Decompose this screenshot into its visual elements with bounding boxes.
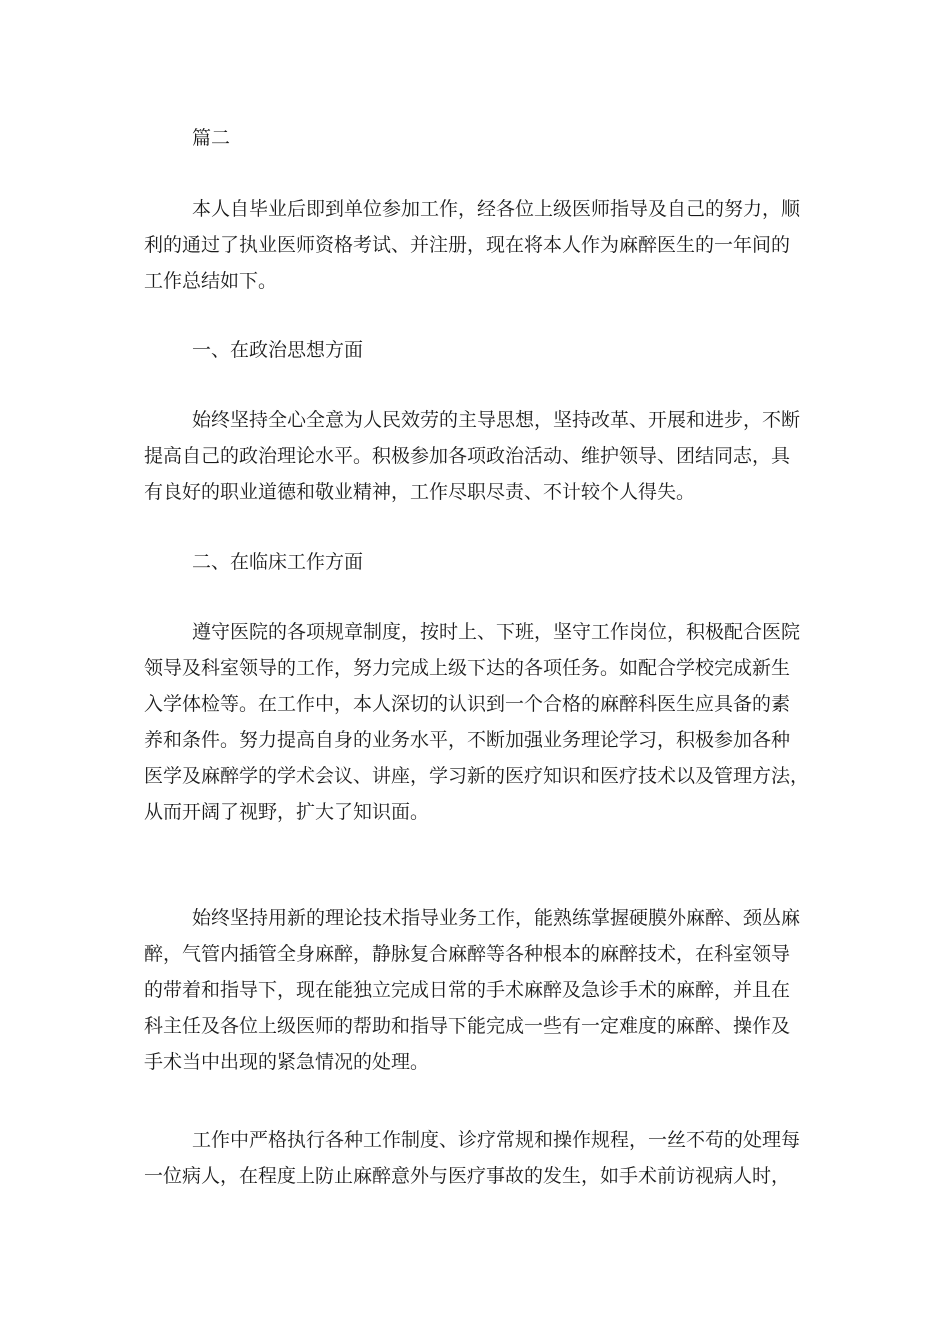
paragraph-5-line-6: 从而开阔了视野，扩大了知识面。 [144, 801, 430, 823]
paragraph-1-line-3: 工作总结如下。 [144, 270, 278, 292]
paragraph-5-line-1: 遵守医院的各项规章制度，按时上、下班，坚守工作岗位，积极配合医院 [192, 621, 801, 643]
paragraph-6-line-1: 始终坚持用新的理论技术指导业务工作，能熟练掌握硬膜外麻醉、颈丛麻 [192, 907, 801, 929]
paragraph-7-line-1: 工作中严格执行各种工作制度、诊疗常规和操作规程，一丝不苟的处理每 [192, 1129, 801, 1151]
paragraph-6-line-3: 的带着和指导下，现在能独立完成日常的手术麻醉及急诊手术的麻醉，并且在 [144, 979, 791, 1001]
paragraph-6-line-4: 科主任及各位上级医师的帮助和指导下能完成一些有一定难度的麻醉、操作及 [144, 1015, 791, 1037]
paragraph-6-line-5: 手术当中出现的紧急情况的处理。 [144, 1051, 430, 1073]
heading-political: 一、在政治思想方面 [192, 339, 364, 361]
section-heading: 篇二 [192, 127, 231, 149]
paragraph-5-line-3: 入学体检等。在工作中，本人深切的认识到一个合格的麻醉科医生应具备的素 [144, 693, 791, 715]
paragraph-3-line-2: 提高自己的政治理论水平。积极参加各项政治活动、维护领导、团结同志，具 [144, 445, 791, 467]
paragraph-5-line-4: 养和条件。努力提高自身的业务水平，不断加强业务理论学习，积极参加各种 [144, 729, 791, 751]
paragraph-1-line-1: 本人自毕业后即到单位参加工作，经各位上级医师指导及自己的努力，顺 [192, 198, 801, 220]
paragraph-1-line-2: 利的通过了执业医师资格考试、并注册，现在将本人作为麻醉医生的一年间的 [144, 234, 791, 256]
paragraph-6-line-2: 醉，气管内插管全身麻醉，静脉复合麻醉等各种根本的麻醉技术，在科室领导 [144, 943, 791, 965]
paragraph-3-line-1: 始终坚持全心全意为人民效劳的主导思想，坚持改革、开展和进步，不断 [192, 409, 801, 431]
paragraph-3-line-3: 有良好的职业道德和敬业精神，工作尽职尽责、不计较个人得失。 [144, 481, 696, 503]
paragraph-5-line-2: 领导及科室领导的工作，努力完成上级下达的各项任务。如配合学校完成新生 [144, 657, 791, 679]
paragraph-5-line-5: 医学及麻醉学的学术会议、讲座，学习新的医疗知识和医疗技术以及管理方法， [144, 765, 810, 787]
heading-clinical: 二、在临床工作方面 [192, 551, 364, 573]
paragraph-7-line-2: 一位病人，在程度上防止麻醉意外与医疗事故的发生，如手术前访视病人时， [144, 1165, 791, 1187]
